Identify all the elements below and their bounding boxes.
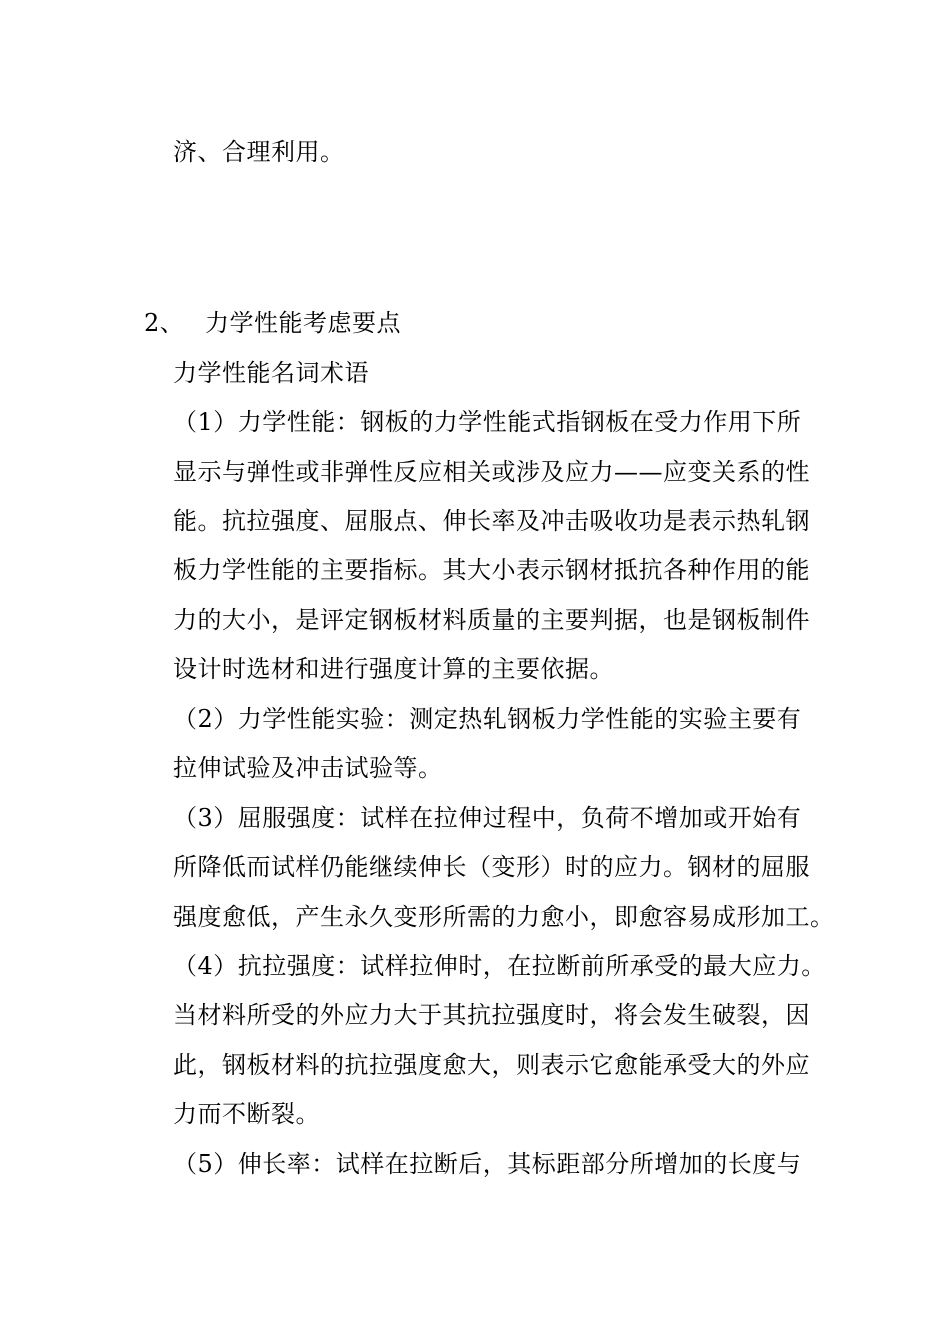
body-line: 力的大小，是评定钢板材料质量的主要判据，也是钢板制件 [173, 606, 810, 634]
body-line: 设计时选材和进行强度计算的主要依据。 [173, 655, 614, 683]
body-line: 拉伸试验及冲击试验等。 [173, 754, 443, 782]
body-line: 所降低而试样仍能继续伸长（变形）时的应力。钢材的屈服 [173, 853, 810, 881]
body-line: （3）屈服强度：试样在拉伸过程中，负荷不增加或开始有 [173, 804, 802, 832]
body-line: 此，钢板材料的抗拉强度愈大，则表示它愈能承受大的外应 [173, 1051, 810, 1079]
body-line: 强度愈低，产生永久变形所需的力愈小，即愈容易成形加工。 [173, 903, 835, 931]
body-line: （2）力学性能实验：测定热轧钢板力学性能的实验主要有 [173, 705, 802, 733]
body-line: 能。抗拉强度、屈服点、伸长率及冲击吸收功是表示热轧钢 [173, 507, 810, 535]
section-number: 2、 [144, 309, 185, 337]
body-line: 当材料所受的外应力大于其抗拉强度时，将会发生破裂，因 [173, 1001, 810, 1029]
body-line: 板力学性能的主要指标。其大小表示钢材抵抗各种作用的能 [173, 556, 810, 584]
continuation-line: 济、合理利用。 [173, 138, 345, 166]
body-line: （4）抗拉强度：试样拉伸时，在拉断前所承受的最大应力。 [173, 952, 826, 980]
subheading: 力学性能名词术语 [173, 359, 369, 387]
body-line: 力而不断裂。 [173, 1100, 320, 1128]
body-line: （5）伸长率：试样在拉断后，其标距部分所增加的长度与 [173, 1150, 802, 1178]
section-title: 力学性能考虑要点 [205, 309, 401, 337]
body-line: （1）力学性能：钢板的力学性能式指钢板在受力作用下所 [173, 408, 802, 436]
body-line: 显示与弹性或非弹性反应相关或涉及应力——应变关系的性 [173, 458, 810, 486]
